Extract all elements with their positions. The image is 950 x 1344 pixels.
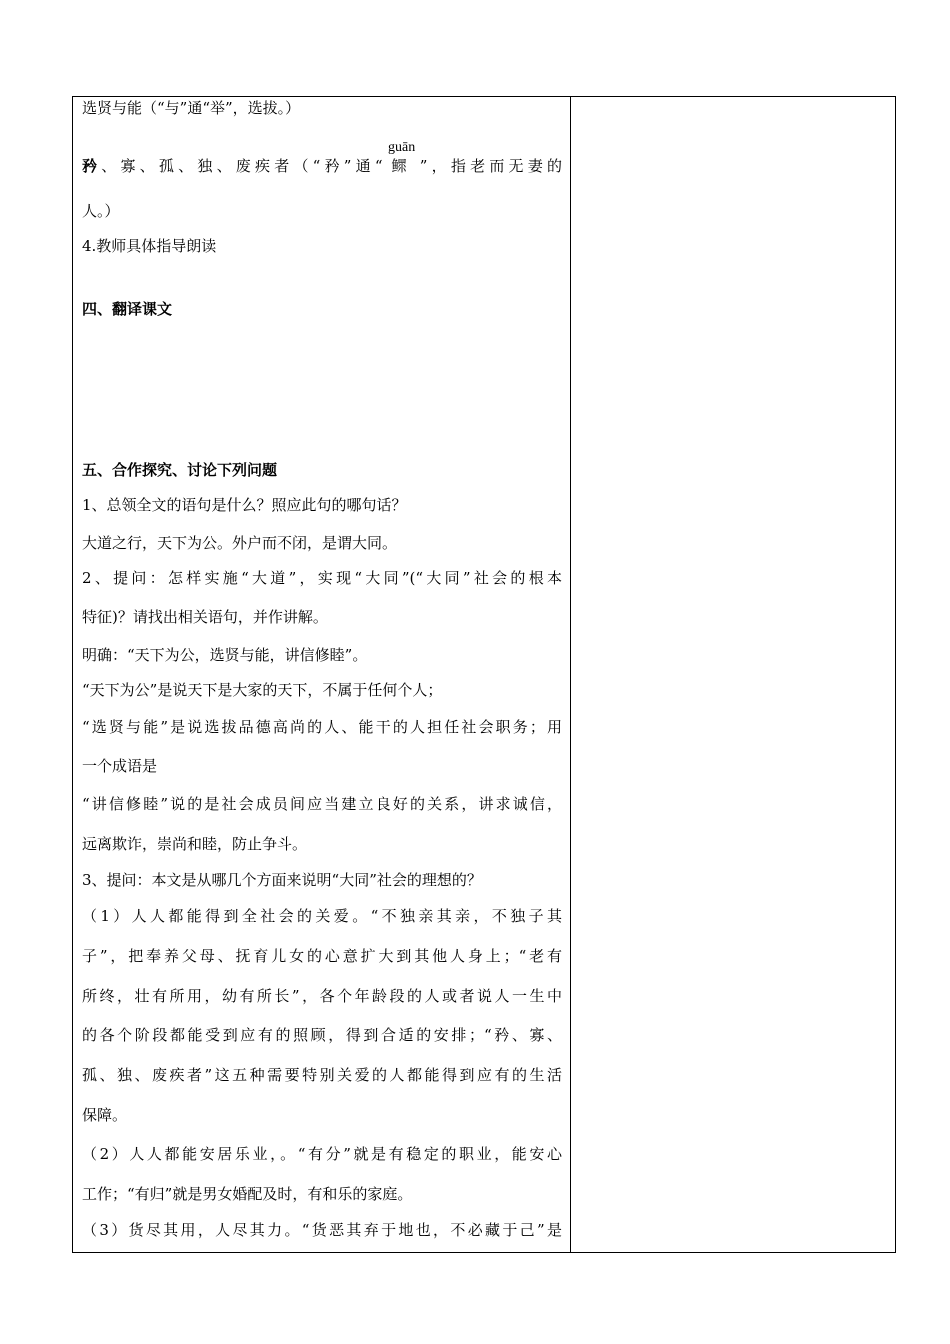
section-heading: 五、合作探究、讨论下列问题 <box>82 461 278 479</box>
text-line: 的各个阶段都能受到应有的照顾，得到合适的安排；“矜、寡、 <box>82 1026 562 1044</box>
pinyin-annotation: guān <box>388 140 416 155</box>
bold-char: 矜 <box>82 157 102 175</box>
text-line: 远离欺诈，崇尚和睦，防止争斗。 <box>82 835 308 853</box>
text-line <box>82 156 562 176</box>
text-line: 保障。 <box>82 1106 128 1124</box>
text-line: 孤、独、废疾者”这五种需要特别关爱的人都能得到应有的生活 <box>82 1066 562 1084</box>
text-line: 子”，把奉养父母、抚育儿女的心意扩大到其他人身上；“老有 <box>82 947 562 965</box>
question-line: 1、总领全文的语句是什么？照应此句的哪句话？ <box>82 496 407 514</box>
question-line: 特征)？请找出相关语句，并作讲解。 <box>82 608 328 626</box>
question-line: 3、提问：本文是从哪几个方面来说明“大同”社会的理想的？ <box>82 871 482 889</box>
text-line: “讲信修睦”说的是社会成员间应当建立良好的关系，讲求诚信， <box>82 795 562 813</box>
text-line: 明确：“天下为公，选贤与能，讲信修睦”。 <box>82 646 368 664</box>
text-line: 4.教师具体指导朗读 <box>82 237 217 255</box>
text-span: 、寡、孤、独、废疾者（“矜”通“ 鳏 ”，指老而无妻的 <box>101 157 562 175</box>
text-line: 所终，壮有所用，幼有所长”，各个年龄段的人或者说人一生中 <box>82 987 562 1005</box>
text-line: （2）人人都能安居乐业，。“有分”就是有稳定的职业，能安心 <box>82 1145 562 1163</box>
text-line: 大道之行，天下为公。外户而不闭，是谓大同。 <box>82 534 398 552</box>
text-line: （1）人人都能得到全社会的关爱。“不独亲其亲，不独子其 <box>82 907 562 925</box>
text-line: “选贤与能”是说选拔品德高尚的人、能干的人担任社会职务；用 <box>82 718 562 736</box>
text-line: 人。） <box>82 202 120 220</box>
text-line: 工作；“有归”就是男女婚配及时，有和乐的家庭。 <box>82 1185 413 1203</box>
section-heading: 四、翻译课文 <box>82 300 173 318</box>
text-line: （3）货尽其用，人尽其力。“货恶其弃于地也，不必藏于己”是 <box>82 1221 562 1239</box>
question-line: 2、提问：怎样实施“大道”，实现“大同”(“大同”社会的根本 <box>82 569 562 587</box>
text-line: 一个成语是 <box>82 757 158 775</box>
column-divider <box>570 96 571 1253</box>
text-line: 选贤与能（“与”通“举”，选拔。） <box>82 99 301 117</box>
text-line: “天下为公”是说天下是大家的天下，不属于任何个人； <box>82 681 443 699</box>
